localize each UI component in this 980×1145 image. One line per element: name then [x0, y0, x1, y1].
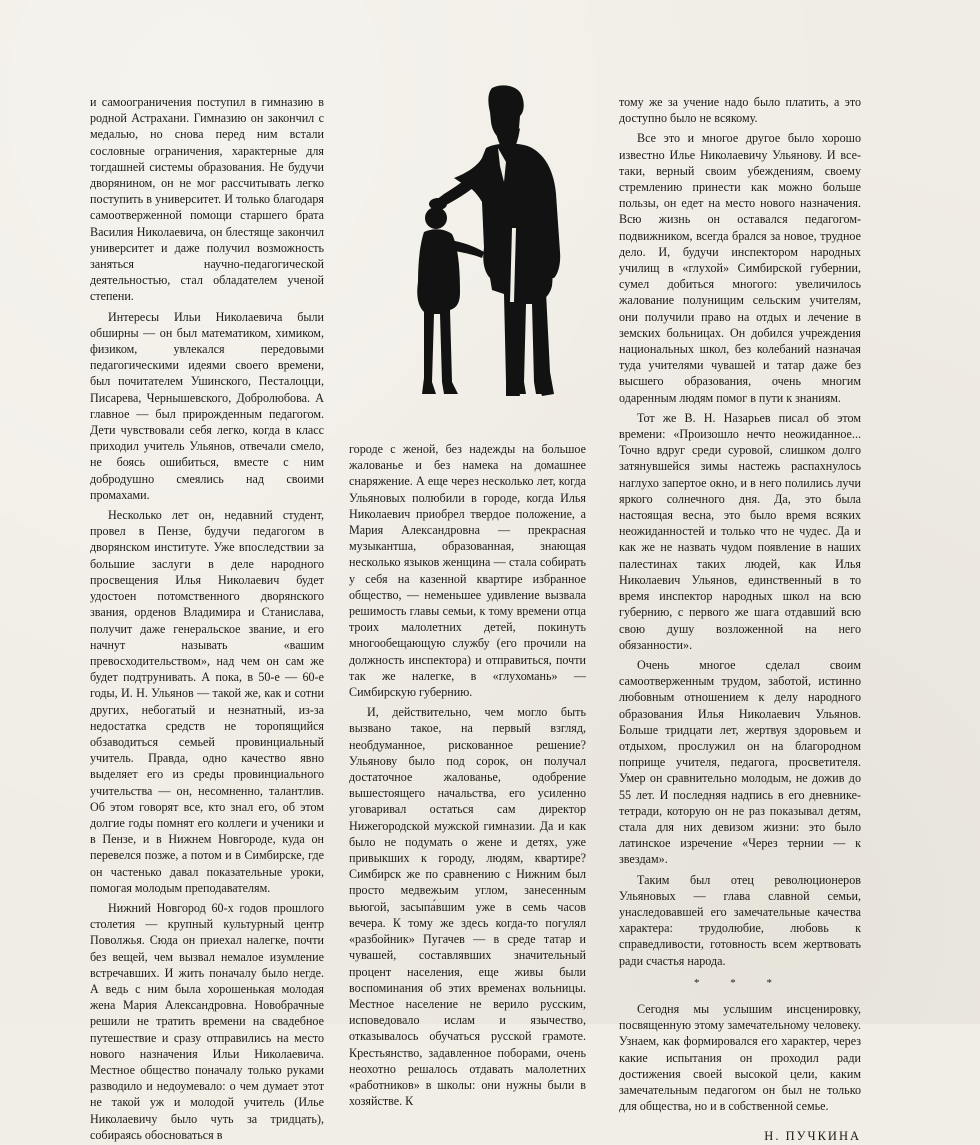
author-signature: Н. ПУЧКИНА: [764, 1129, 861, 1144]
paragraph: Несколько лет он, недавний студент, провел в Пензе, будучи педагогом в дворянском институте. Уже впоследствии за большие заслуги в деле народного просвещения Илья Николаевич будет удостоен потомственного дворянского звания, орденов Владимира и Станислава, получит даже генеральское звание, и его начнут называть «вашим превосходительством», над чем он сам же будет подтрунивать. А пока, в 50-е — 60-е годы, И. Н. Ульянов — такой же, как и сотни других, небогатый и незнатный, из-за недостатка средств не торопящийся обзаводиться семьей провинциальный учитель. Правда, одно качество явно выделяет его из среды провинциального учительства — он, несомненно, талантлив. Об этом говорят все, кто знал его, об этом долгие годы помнят его коллеги и ученики и в Пензе, и в Нижнем Новгороде, куда он перевелся позже, а потом и в Симбирске, где он частенько давал показательные уроки, помогая молодым преподавателям.: [90, 508, 324, 895]
paragraph: Нижний Новгород 60-х годов прошлого столетия — крупный культурный центр Поволжья. Сюда он приехал налегке, почти без вещей, чем вызвал немалое изумление встречавших. И жить поначалу было негде. А ведь с ним была хорошенькая молодая жена Мария Александровна. Новобрачные решили не тратить времени на свадебное путешествие и сразу отправились на место нового назначения Ильи Николаевича. Местное общество поначалу только руками разводило и недоумевало: о чем думает этот не такой уж и молодой учитель (Илье Николаевичу было чуть за тридцать), собираясь обосноваться в: [90, 900, 324, 1142]
paragraph: городе с женой, без надежды на большое жалованье и без намека на домашнее снаряжение. А еще через несколько лет, когда Ульяновых полюбили в городе, когда Илья Николаевич приобрел твердое положение, а Мария Александровна — прекрасная музыкантша, образованная, знающая несколько языков женщина — стала собирать у себя на казенной квартире избранное общество, — неменьшее удивление вызвала решимость главы семьи, к тому времени отца троих малолетних детей, покинуть многообещающую службу (его прочили на должность инспектора) и отправиться, почти так же налегке, в «глухомань» — Симбирскую губернию.: [349, 442, 586, 700]
closing-paragraph: Сегодня мы услышим инсценировку, посвященную этому замечательному человеку. Узнаем, как формировался его характер, через какие испытания он проходил ради достижения своей высокой цели, каким замечательным педагогом он был не только для общества, но и в собственной семье.: [619, 1001, 861, 1114]
paragraph: И, действительно, чем могло быть вызвано такое, на первый взгляд, необдуманное, рискованное решение? Ульянову было под сорок, он получал достаточное жалованье, одобрение вышестоящего начальства, его усиленно уговаривал остаться сам директор Нижегородской мужской гимназии. Да и как было не подумать о жене и детях, уже привыкших к городу, людям, квартире? Симбирск же по сравнению с Нижним был просто медвежьим углом, занесенным вьюгой, засыпа́вшим уже в семь часов вечера. К тому же здесь когда-то погулял «разбойник» Пугачев — в среде татар и чувашей, составлявших значительный процент населения, еще живы были воспоминания об этих временах вольницы. Местное население не верило русским, исповедовало ислам и язычество, отказывалось обучаться русской грамоте. Крестьянство, задавленное поборами, очень неохотно решалось отдавать малолетних «работников» в школы: они нужны были в хозяйстве. К: [349, 705, 586, 1109]
paragraph: Очень многое сделал своим самоотверженным трудом, заботой, истинно любовным отношением к делу народного образования Илья Николаевич Ульянов. Больше тридцати лет, жертвуя здоровьем и отдыхом, прослужил он на благородном поприще учителя, педагога, просветителя. Умер он сравнительно молодым, не дожив до 55 лет. И последняя надпись в его дневнике-тетради, которую он не раз показывал детям, стала для них девизом жизни: это было латинское изречение «Через тернии — к звездам».: [619, 657, 861, 867]
paragraph: Тот же В. Н. Назарьев писал об этом времени: «Произошло нечто неожиданное... Точно вдруг среди суровой, слишком долго затянувшейся зимы настежь распахнулось наглухо запертое окно, и в него полились лучи яркого солнечного дня. Да, это была настоящая весна, это было время всяких неожиданностей и только что не чудес. Да и как же не назвать чудом появление в наших палестинах таких людей, как Илья Николаевич Ульянов, единственный в то время инспектор народных школ на всю губернию, с первого же шага отдавший всю свою душу возложенной на него обязанности».: [619, 410, 861, 652]
silhouette-illustration: [414, 82, 580, 404]
paragraph: Интересы Ильи Николаевича были обширны — он был математиком, химиком, физиком, увлекался передовыми педагогическими идеями своего времени, был почитателем Ушинского, Песталоцци, Писарева, Чернышевского, Добролюбова. А главное — был прирожденным педагогом. Дети чувствовали себя легко, когда в класс приходил учитель Ульянов, отвечали смело, не боясь ошибиться, вместе с ним добродушно смеялись над своими промахами.: [90, 309, 324, 502]
paragraph: Таким был отец революционеров Ульяновых — глава славной семьи, унаследовавшей его замечательные качества характера: трудолюбие, любовь к справедливости, готовность всем жертвовать ради счастья народа.: [619, 872, 861, 968]
article-column-left: [90, 94, 324, 1143]
section-separator: * * *: [694, 976, 786, 989]
article-column-right: [619, 94, 861, 1145]
paragraph: Все это и многое другое было хорошо известно Илье Николаевичу Ульянову. И все-таки, верный своим убеждениям, своему стремлению принести как можно больше пользы, он едет на место нового назначения. Всю жизнь он оставался педагогом-подвижником, всегда брался за новое, трудное дело. И, будучи инспектором народных училищ в «глухой» Симбирской губернии, сумел добиться многого: увеличилось жалование полунищим сельским учителям, они получили право на отдых и лечение в земских больницах. Он добился учреждения национальных школ, без колебаний назначая туда учителями чувашей и татар даже без высшего образования, очень многим одаренным людям помог в пути к знаниям.: [619, 131, 861, 405]
article-column-middle: [349, 441, 586, 1109]
paragraph: и самоограничения поступил в гимназию в родной Астрахани. Гимназию он закончил с медалью, но снова перед ним встали сословные ограничения, характерные для тогдашней системы образования. Не будучи дворянином, он не мог рассчитывать легко поступить в университет. И только благодаря самоотверженной помощи старшего брата Василия Николаевича, он блестяще закончил университет и даже получил возможность заняться научно-педагогической деятельностью, стал обладателем ученой степени.: [90, 95, 324, 304]
paragraph: тому же за учение надо было платить, а это доступно было не всякому.: [619, 95, 861, 126]
